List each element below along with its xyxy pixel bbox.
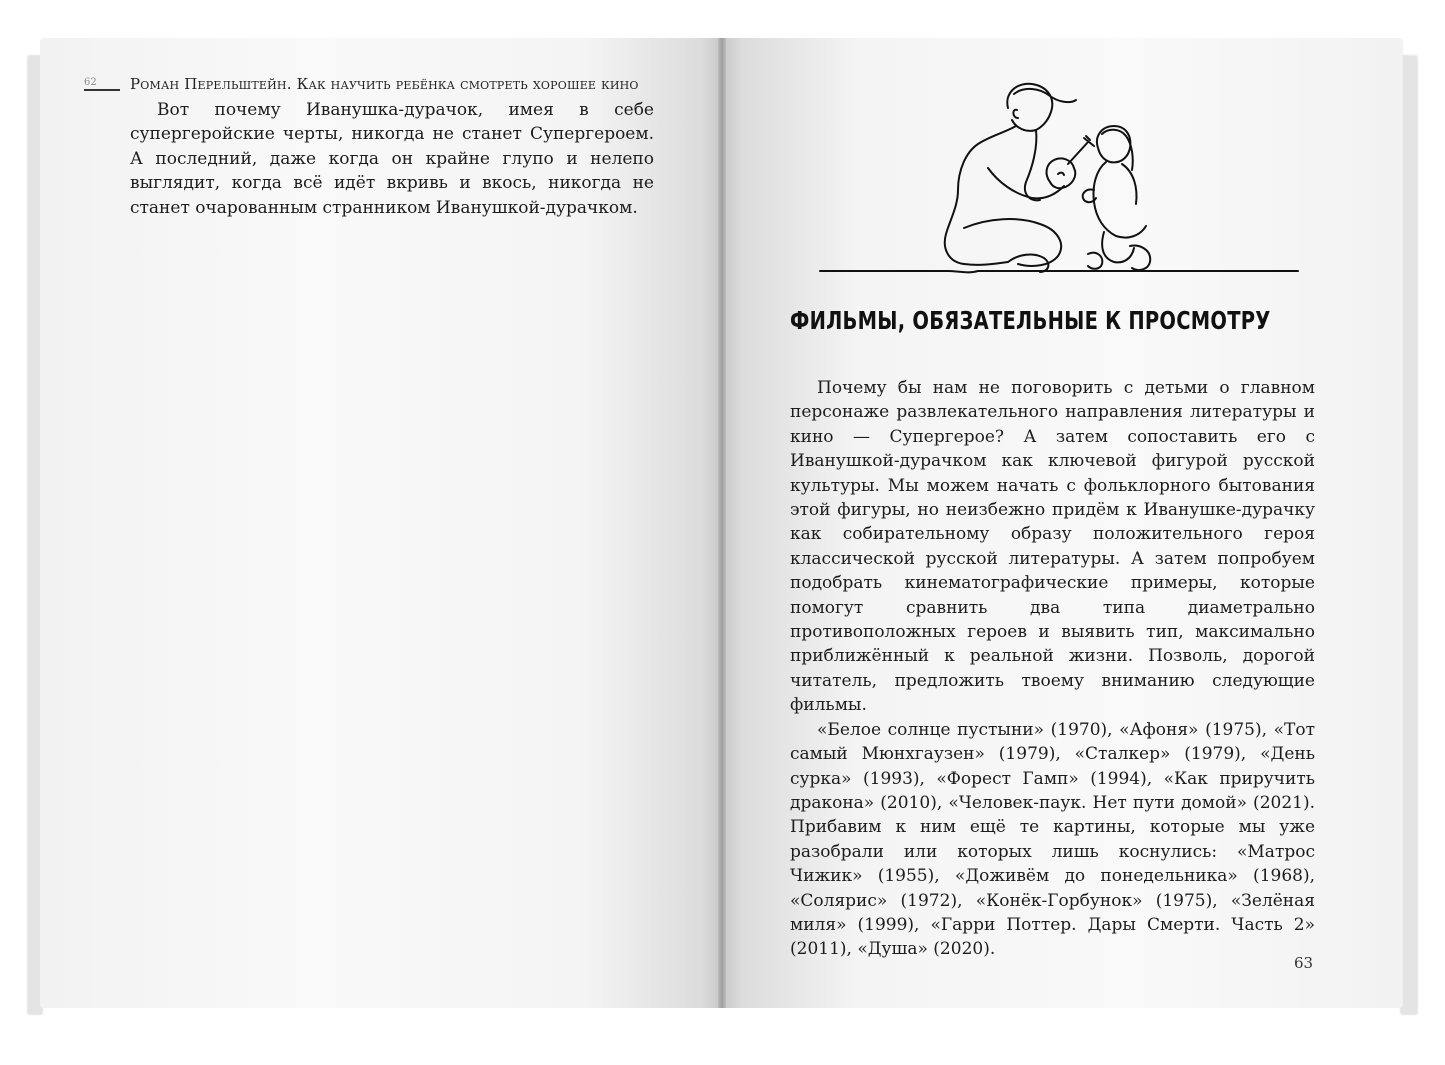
parent-child-guitar-line-art-icon [818,78,1300,304]
running-title: Роман Перельштейн. Как научить ребёнка смотреть хорошее кино [130,75,639,93]
right-page-edges [1401,56,1417,1014]
left-paragraph: Вот почему Иванушка-дурачок, имея в себе супергеройские черты, никогда не станет Супергероем. А последний, даже когда он крайне глупо и нелепо выглядит, когда всё идёт вкривь и вкось, никогда не станет очарованным странником Иванушкой-дурачком. [130,100,654,218]
left-body-text [130,98,654,220]
book-gutter [718,38,726,1008]
running-head [84,69,704,93]
right-folio: 63 [1294,954,1314,972]
right-body-text [790,376,1315,962]
right-paragraph: Почему бы нам не поговорить с детьми о главном персонаже развлекательного направления литературы и кино — Супергерое? А затем сопоставить его с Иванушкой-дурачком как ключевой фигурой русской культуры. Мы можем начать с фольклорного бытования этой фигуры, но неизбежно придём к Иванушке-дурачку как собирательному образу положительного героя классической русской литературы. А затем попробуем подобрать кинематографические примеры, которые помогут сравнить два типа диаметрально противоположных героев и выявить тип, максимально приближённый к реальной жизни. Позволь, дорогой читатель, предложить твоему вниманию следующие фильмы. [790,378,1315,716]
right-paragraph: «Белое солнце пустыни» (1970), «Афоня» (1975), «Тот самый Мюнхгаузен» (1979), «Сталкер» (1979), «День сурка» (1993), «Форест Гамп» (1994), «Как приручить дракона» (2010), «Человек-паук. Нет пути домой» (2021). Прибавим к ним ещё те картины, которые мы уже разобрали или которых лишь коснулись: «Матрос Чижик» (1955), «Доживём до понедельника» (1968), «Солярис» (1972), «Конёк-Горбунок» (1975), «Зелёная миля» (1999), «Гарри Поттер. Дары Смерти. Часть 2» (2011), «Душа» (2020). [790,719,1315,960]
section-heading: ФИЛЬМЫ, ОБЯЗАТЕЛЬНЫЕ К ПРОСМОТРУ [790,306,1271,335]
left-folio: 62 [84,77,124,93]
